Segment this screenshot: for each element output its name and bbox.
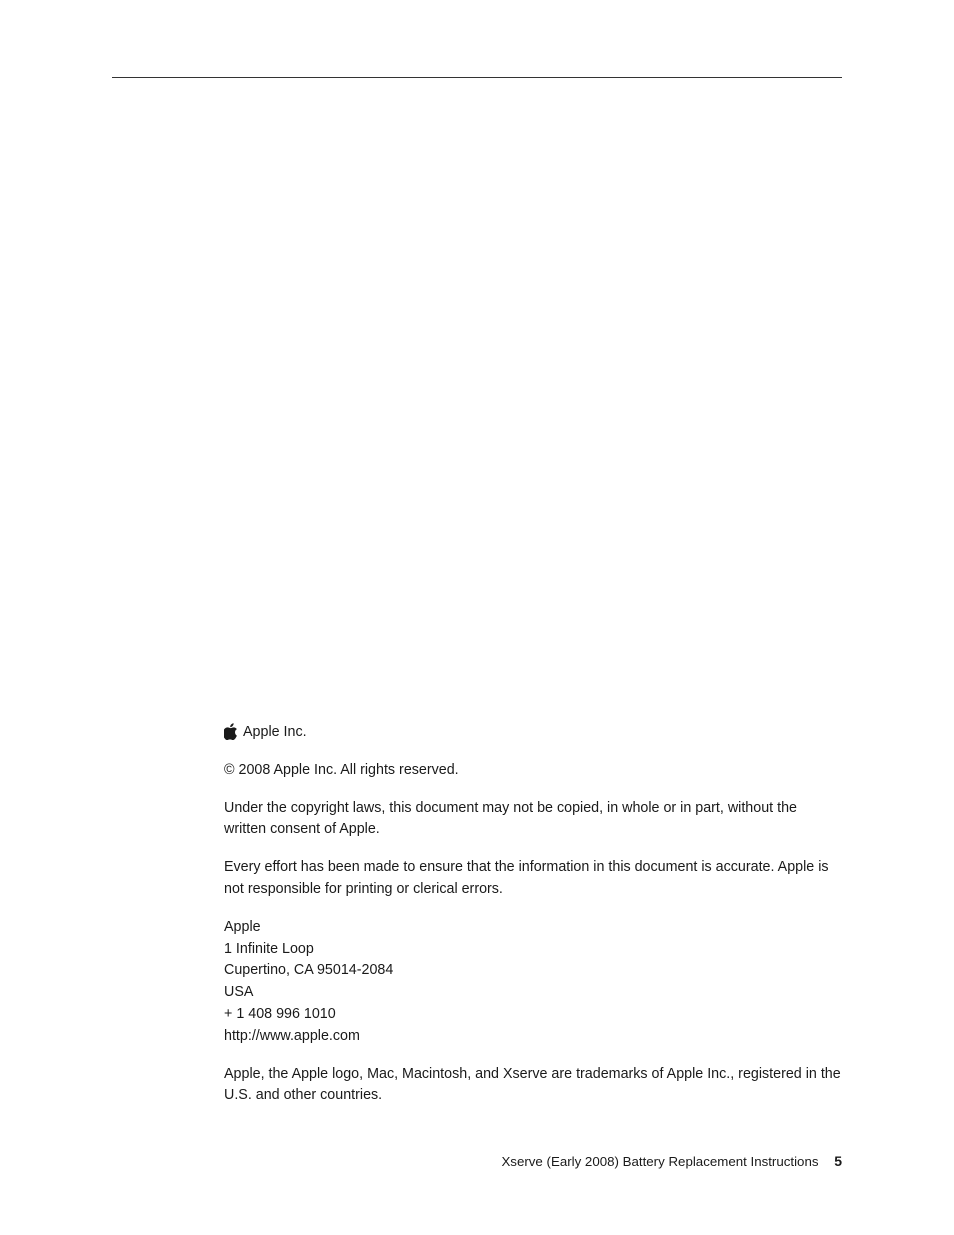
address-phone: + 1 408 996 1010 — [224, 1005, 336, 1022]
page-number: 5 — [834, 1153, 842, 1169]
page-footer — [501, 1151, 842, 1172]
address-website: http://www.apple.com — [224, 1027, 360, 1044]
header-rule — [112, 77, 842, 78]
mailing-address — [224, 917, 842, 1048]
footer-title: Xserve (Early 2008) Battery Replacement Instructions — [501, 1154, 819, 1169]
address-city: Cupertino, CA 95014-2084 — [224, 962, 394, 979]
address-name: Apple — [224, 918, 261, 935]
company-line — [224, 722, 842, 744]
address-country: USA — [224, 984, 254, 1001]
apple-logo-icon — [224, 723, 238, 740]
company-name: Apple Inc. — [243, 724, 307, 740]
address-street: 1 Infinite Loop — [224, 940, 314, 957]
copyright-law-paragraph: Under the copyright laws, this document may not be copied, in whole or in part, without the written consent of Apple. — [224, 799, 797, 838]
copyright-statement: © 2008 Apple Inc. All rights reserved. — [224, 761, 459, 778]
accuracy-paragraph: Every effort has been made to ensure that the information in this document is accurate. Apple is not responsible for printing or clerical errors. — [224, 859, 829, 897]
trademarks-paragraph: Apple, the Apple logo, Mac, Macintosh, and Xserve are trademarks of Apple Inc., registered in the U.S. and other countries. — [224, 1065, 841, 1104]
legal-notice — [224, 722, 842, 1123]
